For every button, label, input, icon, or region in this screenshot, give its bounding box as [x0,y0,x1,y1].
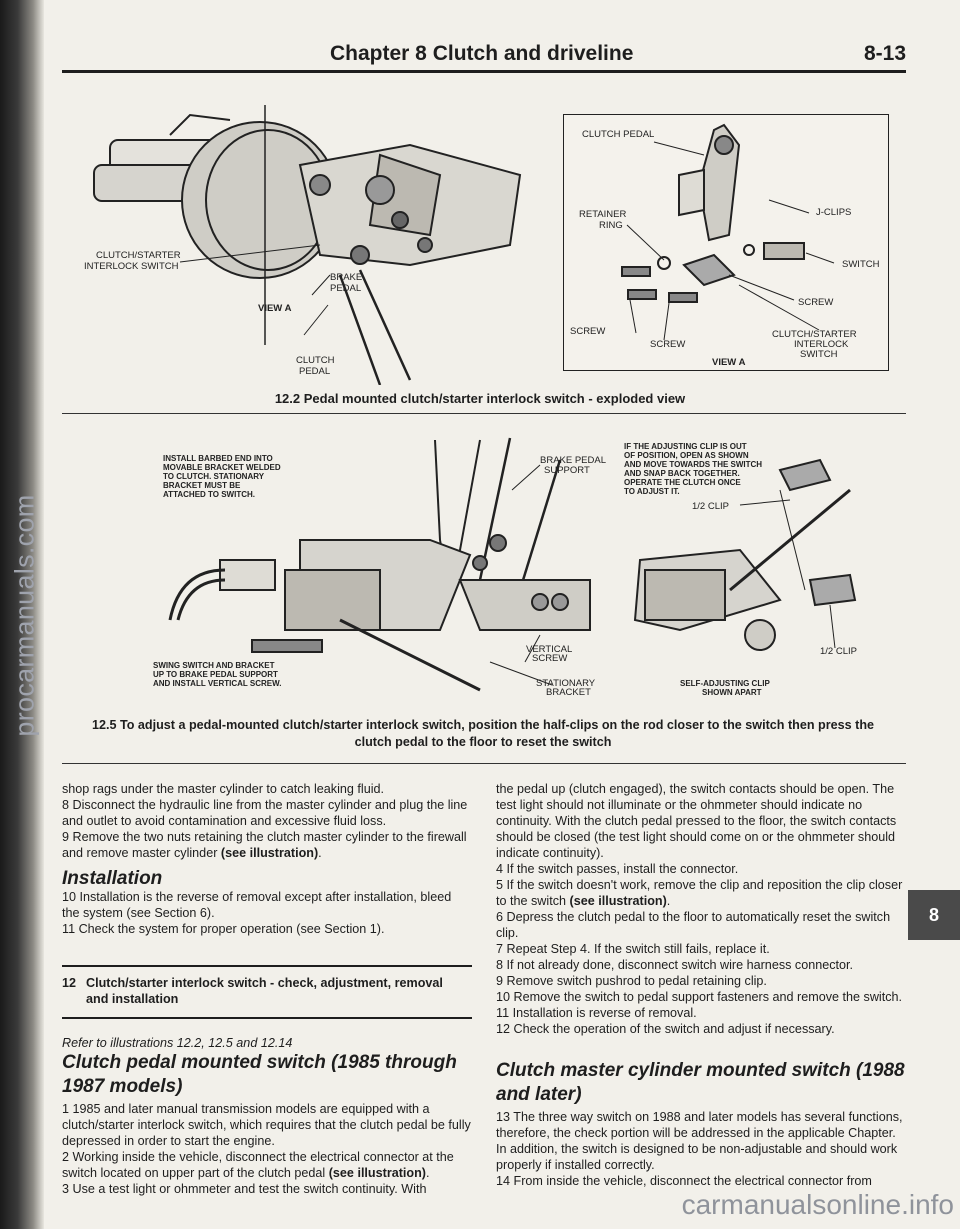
figure-12-5 [140,430,900,702]
left-column [62,781,472,1197]
left-para-2: 8 Disconnect the hydraulic line from the master cylinder and plug the line and outlet to avoid contamination and excessive fluid loss. [62,798,468,828]
figure-12-2-inset-drawing [564,115,888,370]
left-para-3: 9 Remove the two nuts retaining the clutch master cylinder to the firewall and remove master cylinder (see illustration). [62,830,467,860]
section-number: 12 [62,976,77,990]
left-para-8: 3 Use a test light or ohmmeter and test the switch continuity. With [62,1182,427,1196]
chapter-title: Chapter 8 Clutch and driveline [330,42,634,65]
fig125-adjust-2: OF POSITION, OPEN AS SHOWN [624,451,749,460]
inset-label-retainer-2: RING [599,220,623,231]
fig125-install-4: BRACKET MUST BE [163,481,241,490]
section-title: Clutch/starter interlock switch - check, adjustment, removal and installation [86,976,443,1006]
fig125-adjust-1: IF THE ADJUSTING CLIP IS OUT [624,442,747,451]
fig125-self-adj-1: SELF-ADJUSTING CLIP [680,679,770,688]
right-para-11: 13 The three way switch on 1988 and later models has several functions, therefore, the check portion will be addressed in the applicable Chapter. In addition, the switch is designed to be non-adjustable and should work properly if installed correctly. [496,1110,903,1172]
figure-divider-2 [62,763,906,764]
chapter-tab: 8 [908,890,960,940]
fig125-adjust-3: AND MOVE TOWARDS THE SWITCH [624,460,763,469]
inset-label-screw-mid: SCREW [650,339,686,350]
right-para-7: 9 Remove switch pushrod to pedal retaining clip. [496,974,767,988]
figure-divider-1 [62,413,906,414]
figure-12-5-caption-line1: 12.5 To adjust a pedal-mounted clutch/starter interlock switch, position the half-clips on the rod closer to the switch then press the [91,718,875,732]
clutch-pedal-switch-heading: Clutch pedal mounted switch (1985 through 1987 models) [62,1052,457,1097]
fig125-install-3: TO CLUTCH. STATIONARY [163,472,265,481]
right-para-6: 8 If not already done, disconnect switch wire harness connector. [496,958,854,972]
label-interlock-switch-2: INTERLOCK SWITCH [84,261,179,272]
inset-label-cs-2: INTERLOCK [794,339,849,350]
fig125-adjust-4: AND SNAP BACK TOGETHER. [624,469,740,478]
right-para-9: 11 Installation is reverse of removal. [496,1006,697,1020]
fig125-half-clip-bottom: 1/2 CLIP [820,646,857,657]
right-para-5: 7 Repeat Step 4. If the switch still fails, replace it. [496,942,770,956]
figure-12-2-caption: 12.2 Pedal mounted clutch/starter interlock switch - exploded view [274,391,686,406]
inset-label-jclips: J-CLIPS [816,207,852,218]
refer-illustrations: Refer to illustrations 12.2, 12.5 and 12.14 [62,1036,293,1050]
inset-label-switch: SWITCH [842,259,880,270]
inset-label-view-a: VIEW A [712,357,746,368]
fig125-half-clip-top: 1/2 CLIP [692,501,729,512]
right-para-8: 10 Remove the switch to pedal support fasteners and remove the switch. [496,990,903,1004]
bottom-watermark: carmanualsonline.info [681,1189,954,1220]
fig125-adjust-5: OPERATE THE CLUTCH ONCE [624,478,741,487]
fig125-brake-support-1: BRAKE PEDAL [540,455,606,466]
label-interlock-switch-1: CLUTCH/STARTER [96,250,181,261]
label-brake-pedal-2: PEDAL [330,283,362,294]
figure-12-2-inset [563,114,889,371]
figure-12-2-main [80,95,550,385]
master-cylinder-switch-heading: Clutch master cylinder mounted switch (1988 and later) [496,1060,905,1105]
fig125-brake-support-2: SUPPORT [544,465,590,476]
fig125-stationary-2: BRACKET [546,687,591,698]
right-para-10: 12 Check the operation of the switch and adjust if necessary. [496,1022,835,1036]
side-watermark: procarmanuals.com [9,494,40,737]
fig125-vertical-2: SCREW [532,653,568,664]
left-para-5: 11 Check the system for proper operation (see Section 1). [62,922,385,936]
header-rule [62,70,906,73]
left-para-4: 10 Installation is the reverse of removal except after installation, bleed the system (see Section 6). [62,890,452,920]
right-para-4: 6 Depress the clutch pedal to the floor to automatically reset the switch clip. [496,910,891,940]
fig125-install-1: INSTALL BARBED END INTO [163,454,273,463]
fig125-swing-2: UP TO BRAKE PEDAL SUPPORT [153,670,278,679]
inset-label-retainer-1: RETAINER [579,209,627,220]
label-clutch-pedal-2: PEDAL [299,366,331,377]
figure-12-2-main-drawing [80,95,550,385]
right-para-2: 4 If the switch passes, install the connector. [496,862,739,876]
label-view-a: VIEW A [258,303,292,314]
inset-label-cs-1: CLUTCH/STARTER [772,329,857,340]
fig125-swing-1: SWING SWITCH AND BRACKET [153,661,275,670]
left-para-7: 2 Working inside the vehicle, disconnect the electrical connector at the switch located on upper part of the clutch pedal (see illustration). [62,1150,454,1180]
left-para-1: shop rags under the master cylinder to catch leaking fluid. [62,782,385,796]
right-para-1: the pedal up (clutch engaged), the switch contacts should be open. The test light should not illuminate or the ohmmeter should indicate no continuity. With the clutch pedal pressed to the floor, the switch contacts should be closed (the test light should come on or the ohmmeter should indicate continuity). [496,782,897,860]
inset-label-screw-right: SCREW [798,297,834,308]
fig125-stationary-1: STATIONARY [536,678,596,689]
section-12-heading [62,965,472,1019]
fig125-install-2: MOVABLE BRACKET WELDED [163,463,281,472]
right-para-12: 14 From inside the vehicle, disconnect the electrical connector from [496,1174,872,1188]
inset-label-cs-3: SWITCH [800,349,838,360]
page-number: 8-13 [863,42,906,65]
right-para-3: 5 If the switch doesn't work, remove the clip and reposition the clip closer to the switch (see illustration). [496,878,903,908]
fig125-install-5: ATTACHED TO SWITCH. [163,490,255,499]
figure-12-5-caption-line2: clutch pedal to the floor to reset the switch [354,735,612,749]
fig125-self-adj-2: SHOWN APART [702,688,762,697]
left-para-6: 1 1985 and later manual transmission models are equipped with a clutch/starter interlock switch, which requires that the clutch pedal be fully depressed in order to start the engine. [62,1102,471,1148]
label-clutch-pedal-1: CLUTCH [296,355,335,366]
fig125-vertical-1: VERTICAL [526,644,573,655]
label-brake-pedal-1: BRAKE [330,272,363,283]
inset-label-screw-left: SCREW [570,326,606,337]
inset-label-clutch-pedal: CLUTCH PEDAL [582,129,655,140]
figure-12-5-drawing [140,430,900,702]
fig125-adjust-6: TO ADJUST IT. [624,487,680,496]
fig125-swing-3: AND INSTALL VERTICAL SCREW. [153,679,282,688]
installation-heading: Installation [62,868,163,889]
right-column [496,781,906,1189]
